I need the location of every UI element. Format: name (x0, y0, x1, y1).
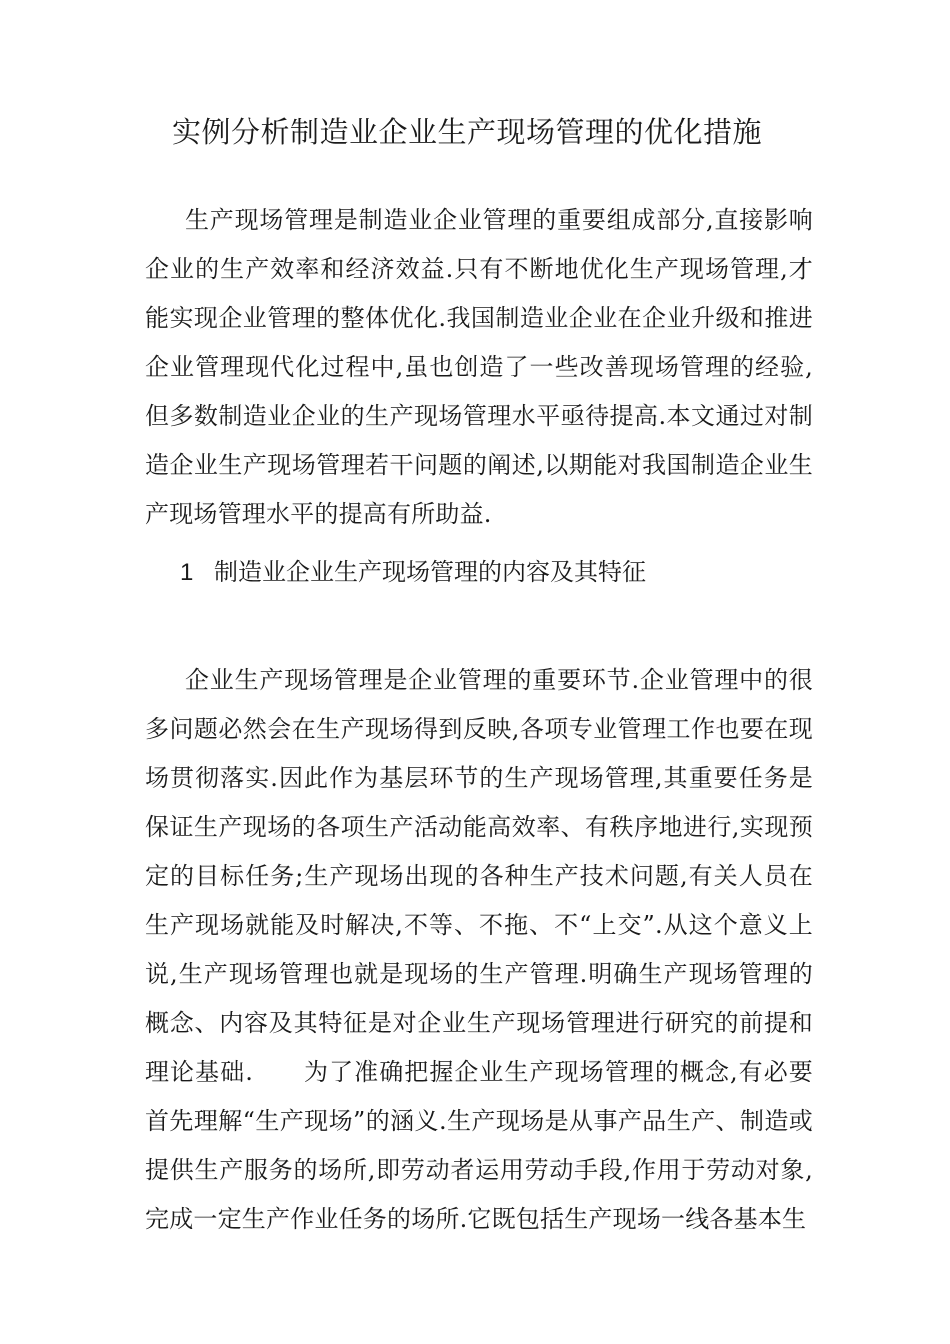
section-heading (180, 550, 646, 595)
intro-paragraph: 生产现场管理是制造业企业管理的重要组成部分,直接影响企业的生产效率和经济效益.只有不断地优化生产现场管理,才能实现企业管理的整体优化.我国制造业企业在企业升级和推进企业管理现代化过程中,虽也创造了一些改善现场管理的经验,但多数制造业企业的生产现场管理水平亟待提高.本文通过对制造企业生产现场管理若干问题的阐述,以期能对我国制造企业生产现场管理水平的提高有所助益. (145, 206, 813, 528)
section-heading-text: 制造业企业生产现场管理的内容及其特征 (214, 558, 646, 586)
document-title: 实例分析制造业企业生产现场管理的优化措施 (172, 115, 763, 149)
section-number: 1 (180, 559, 194, 586)
section-paragraph: 企业生产现场管理是企业管理的重要环节.企业管理中的很多问题必然会在生产现场得到反映,各项专业管理工作也要在现场贯彻落实.因此作为基层环节的生产现场管理,其重要任务是保证生产现场的各项生产活动能高效率、有秩序地进行,实现预定的目标任务;生产现场出现的各种生产技术问题,有关人员在生产现场就能及时解决,不等、不拖、不“上交”.从这个意义上说,生产现场管理也就是现场的生产管理.明确生产现场管理的概念、内容及其特征是对企业生产现场管理进行研究的前提和理论基础. 为了准确把握企业生产现场管理的概念,有必要首先理解“生产现场”的涵义.生产现场是从事产品生产、制造或提供生产服务的场所,即劳动者运用劳动手段,作用于劳动对象,完成一定生产作业任务的场所.它既包括生产现场一线各基本生 (145, 666, 813, 1233)
